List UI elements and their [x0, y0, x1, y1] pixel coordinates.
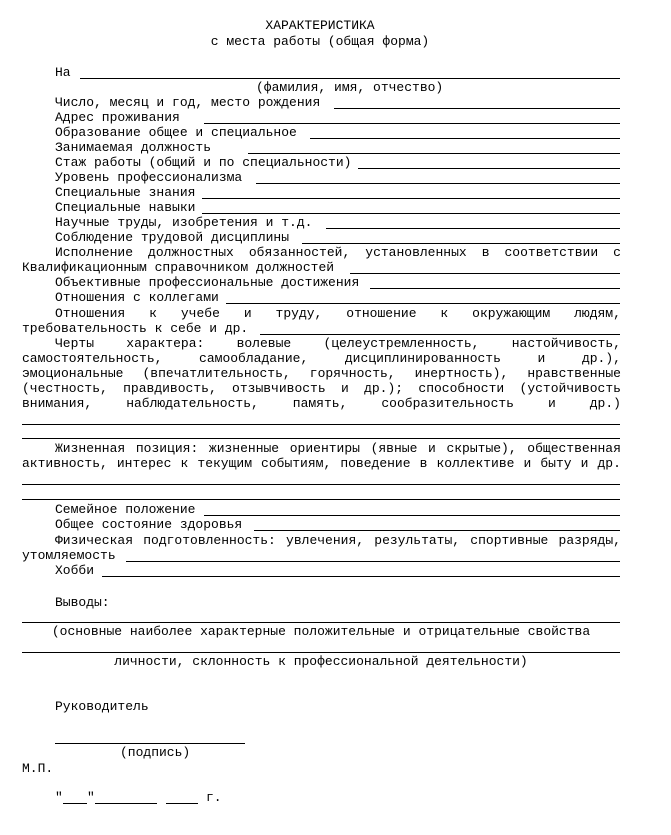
word: к: [149, 306, 157, 321]
word: волевые: [236, 336, 292, 351]
discipline-line[interactable]: [302, 243, 620, 244]
prof-level-line[interactable]: [256, 183, 620, 184]
word: текущим: [197, 456, 252, 471]
character-line2: [22, 351, 621, 366]
birth-line[interactable]: [334, 108, 620, 109]
word: Исполнение: [55, 245, 134, 260]
duties-line2: Квалификационным справочником должностей: [22, 260, 335, 275]
word: людям,: [574, 306, 621, 321]
hobby-line[interactable]: [102, 576, 620, 577]
word: дисциплинированность: [344, 351, 501, 366]
date-day-line[interactable]: [63, 803, 87, 804]
word: поведение: [340, 456, 411, 471]
page-subtitle: с места работы (общая форма): [210, 34, 430, 49]
word: др.: [597, 456, 621, 471]
word: результаты,: [374, 533, 461, 548]
word: труду,: [275, 306, 323, 321]
word: отношение: [346, 306, 417, 321]
word: др.);: [364, 381, 404, 396]
word: (целеустремленность,: [323, 336, 480, 351]
signature-hint: (подпись): [120, 745, 191, 760]
word: жизненные: [208, 441, 280, 456]
word: нравственные: [527, 366, 621, 381]
word: Жизненная: [55, 441, 126, 456]
word: (явные: [370, 441, 418, 456]
family-line[interactable]: [204, 515, 620, 516]
word: и: [243, 306, 252, 321]
birth-label: Число, месяц и год, место рождения: [55, 95, 321, 110]
conclusions-hint-1: (основные наиболее характерные положительные и отрицательные свойства: [51, 624, 591, 639]
word: Отношения: [55, 306, 126, 321]
date-quote-open: ": [55, 790, 63, 805]
word: память,: [292, 396, 348, 411]
position-label: Занимаемая должность: [55, 140, 212, 155]
word: позиция:: [135, 441, 199, 456]
colleagues-label: Отношения с коллегами: [55, 290, 219, 305]
colleagues-line[interactable]: [226, 303, 620, 304]
education-line[interactable]: [310, 138, 620, 139]
page-title: ХАРАКТЕРИСТИКА: [265, 18, 375, 33]
word: соответствии: [504, 245, 599, 260]
family-label: Семейное положение: [55, 502, 196, 517]
conclusions-label: Выводы:: [55, 595, 110, 610]
word: (впечатлительность,: [142, 366, 291, 381]
word: и: [537, 351, 546, 366]
word: скрытые),: [446, 441, 517, 456]
word: внимания,: [22, 396, 93, 411]
word: наблюдательность,: [126, 396, 259, 411]
special-skills-line[interactable]: [202, 213, 620, 214]
word: в: [419, 456, 428, 471]
duties-line1: [55, 245, 621, 260]
word: (устойчивость: [519, 381, 621, 396]
fio-line[interactable]: [80, 78, 620, 79]
word: и: [580, 456, 589, 471]
special-knowledge-line[interactable]: [202, 198, 620, 199]
word: обязанностей,: [248, 245, 351, 260]
duties-fill-line[interactable]: [350, 273, 620, 274]
character-line3: [22, 366, 621, 381]
word: (честность,: [22, 381, 108, 396]
word: ориентиры: [289, 441, 360, 456]
life-fill-line-2[interactable]: [22, 499, 620, 500]
signature-line[interactable]: [55, 743, 245, 744]
life-fill-line-1[interactable]: [22, 484, 620, 485]
conclusions-hint-2: личности, склонность к профессиональной деятельности): [114, 654, 528, 669]
word: и: [340, 381, 349, 396]
word: к: [440, 306, 449, 321]
character-line4: [22, 381, 621, 396]
date-month-line[interactable]: [95, 803, 157, 804]
scientific-works-label: Научные труды, изобретения и т.д.: [55, 215, 313, 230]
word: Физическая: [55, 533, 134, 548]
health-line[interactable]: [254, 530, 620, 531]
word: учебе: [180, 306, 220, 321]
address-label: Адрес проживания: [55, 110, 180, 125]
character-fill-line-1[interactable]: [22, 424, 620, 425]
word: установленных: [365, 245, 467, 260]
hobby-label: Хобби: [55, 563, 95, 578]
word: отзывчивость: [232, 381, 326, 396]
stamp-label: М.П.: [22, 761, 54, 776]
study-line2: требовательность к себе и др.: [22, 321, 249, 336]
word: самообладание,: [199, 351, 309, 366]
word: увлечения,: [286, 533, 365, 548]
character-line1: [55, 336, 621, 351]
word: самостоятельность,: [22, 351, 163, 366]
word: и: [547, 396, 556, 411]
conclusions-line-1[interactable]: [22, 622, 620, 623]
experience-label: Стаж работы (общий и по специальности): [55, 155, 352, 170]
word: активность,: [22, 456, 108, 471]
physical-line2: утомляемость: [22, 548, 116, 563]
date-suffix: г.: [206, 790, 222, 805]
word: подготовленность:: [143, 533, 276, 548]
physical-fill-line[interactable]: [126, 561, 620, 562]
word: способности: [418, 381, 505, 396]
word: сообразительность: [381, 396, 514, 411]
on-label: На: [55, 65, 71, 80]
life-line2: [22, 456, 621, 471]
study-fill-line[interactable]: [260, 334, 620, 335]
date-year-line[interactable]: [166, 803, 198, 804]
prof-level-label: Уровень профессионализма: [55, 170, 243, 185]
word: интерес: [116, 456, 172, 471]
achievements-label: Объективные профессиональные достижения: [55, 275, 360, 290]
word: событиям,: [261, 456, 332, 471]
word: настойчивость,: [511, 336, 621, 351]
word: инертность),: [414, 366, 509, 381]
word: окружающим: [472, 306, 551, 321]
word: правдивость,: [123, 381, 217, 396]
word: эмоциональные: [22, 366, 124, 381]
special-skills-label: Специальные навыки: [55, 200, 196, 215]
word: др.): [589, 396, 621, 411]
fio-hint: (фамилия, имя, отчество): [256, 80, 444, 95]
study-line1: [55, 306, 621, 321]
health-label: Общее состояние здоровья: [55, 517, 243, 532]
conclusions-line-2[interactable]: [22, 652, 620, 653]
word: в: [481, 245, 490, 260]
word: и: [428, 441, 436, 456]
word: быту: [540, 456, 572, 471]
word: коллективе: [436, 456, 515, 471]
character-fill-line-2[interactable]: [22, 438, 620, 439]
achievements-line[interactable]: [370, 288, 620, 289]
word: к: [180, 456, 189, 471]
scientific-works-line[interactable]: [326, 228, 620, 229]
physical-line1: [55, 533, 621, 548]
word: спортивные: [470, 533, 549, 548]
experience-line[interactable]: [358, 168, 620, 169]
word: горячность,: [309, 366, 396, 381]
word: должностных: [148, 245, 234, 260]
word: Черты: [55, 336, 95, 351]
special-knowledge-label: Специальные знания: [55, 185, 196, 200]
position-line[interactable]: [248, 153, 620, 154]
character-line5: [22, 396, 621, 411]
word: и: [523, 456, 532, 471]
word: общественная: [527, 441, 621, 456]
education-label: Образование общее и специальное: [55, 125, 297, 140]
word: с: [613, 245, 621, 260]
word: др.),: [581, 351, 621, 366]
address-line[interactable]: [204, 123, 620, 124]
head-label: Руководитель: [55, 699, 149, 714]
word: характера:: [126, 336, 205, 351]
word: разряды,: [558, 533, 621, 548]
life-line1: [55, 441, 621, 456]
discipline-label: Соблюдение трудовой дисциплины: [55, 230, 290, 245]
date-quote-close: ": [87, 790, 95, 805]
